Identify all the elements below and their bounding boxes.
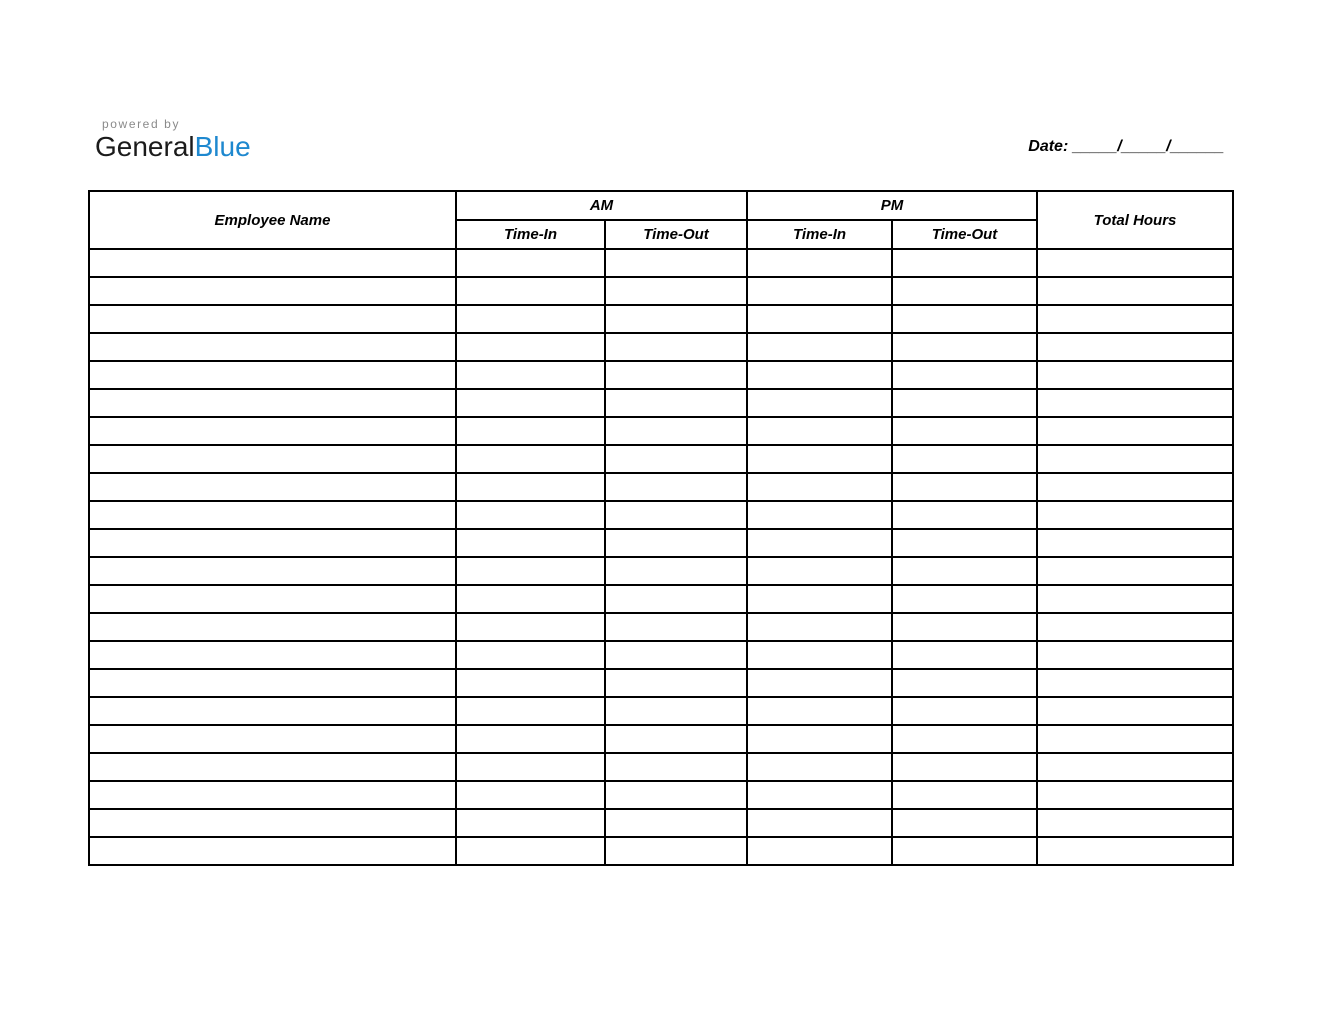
timesheet-table [88,190,1234,866]
header-total-hours: Total Hours [1037,191,1233,249]
cell-am-time-out[interactable] [605,417,747,445]
cell-employee-name[interactable] [89,333,456,361]
cell-am-time-out[interactable] [605,249,747,277]
cell-total-hours[interactable] [1037,305,1233,333]
table-row [89,389,1233,417]
cell-employee-name[interactable] [89,781,456,809]
table-row [89,417,1233,445]
header-am-time-in: Time-In [456,220,605,249]
cell-total-hours[interactable] [1037,529,1233,557]
cell-pm-time-out[interactable] [892,697,1037,725]
cell-pm-time-out[interactable] [892,613,1037,641]
cell-pm-time-in[interactable] [747,753,892,781]
cell-pm-time-in[interactable] [747,249,892,277]
cell-pm-time-in[interactable] [747,473,892,501]
header-pm-time-out: Time-Out [892,220,1037,249]
cell-am-time-out[interactable] [605,501,747,529]
cell-total-hours[interactable] [1037,417,1233,445]
date-blanks[interactable]: _____/_____/______ [1072,138,1224,155]
header-am-time-out: Time-Out [605,220,747,249]
brand-name [95,132,251,162]
timesheet-header [89,191,1233,249]
table-row [89,557,1233,585]
cell-pm-time-in[interactable] [747,585,892,613]
table-row [89,669,1233,697]
cell-am-time-in[interactable] [456,389,605,417]
cell-total-hours[interactable] [1037,837,1233,865]
cell-am-time-out[interactable] [605,753,747,781]
cell-pm-time-in[interactable] [747,613,892,641]
cell-pm-time-out[interactable] [892,417,1037,445]
cell-am-time-out[interactable] [605,669,747,697]
table-row [89,585,1233,613]
cell-employee-name[interactable] [89,305,456,333]
cell-pm-time-out[interactable] [892,837,1037,865]
cell-employee-name[interactable] [89,753,456,781]
cell-employee-name[interactable] [89,417,456,445]
cell-am-time-in[interactable] [456,361,605,389]
cell-employee-name[interactable] [89,473,456,501]
cell-employee-name[interactable] [89,809,456,837]
cell-total-hours[interactable] [1037,669,1233,697]
cell-am-time-out[interactable] [605,529,747,557]
table-row [89,249,1233,277]
cell-total-hours[interactable] [1037,249,1233,277]
table-row [89,725,1233,753]
table-row [89,529,1233,557]
cell-total-hours[interactable] [1037,809,1233,837]
cell-employee-name[interactable] [89,837,456,865]
cell-am-time-out[interactable] [605,697,747,725]
table-row [89,641,1233,669]
cell-am-time-out[interactable] [605,473,747,501]
header-am: AM [456,191,747,220]
cell-am-time-out[interactable] [605,725,747,753]
cell-pm-time-in[interactable] [747,389,892,417]
cell-total-hours[interactable] [1037,277,1233,305]
cell-pm-time-out[interactable] [892,389,1037,417]
cell-am-time-in[interactable] [456,277,605,305]
cell-pm-time-out[interactable] [892,473,1037,501]
cell-total-hours[interactable] [1037,697,1233,725]
cell-pm-time-out[interactable] [892,809,1037,837]
cell-employee-name[interactable] [89,277,456,305]
table-row [89,501,1233,529]
table-row [89,277,1233,305]
cell-employee-name[interactable] [89,389,456,417]
cell-total-hours[interactable] [1037,445,1233,473]
cell-pm-time-in[interactable] [747,333,892,361]
cell-am-time-out[interactable] [605,445,747,473]
cell-employee-name[interactable] [89,529,456,557]
cell-pm-time-in[interactable] [747,557,892,585]
table-row [89,781,1233,809]
cell-pm-time-out[interactable] [892,501,1037,529]
cell-total-hours[interactable] [1037,585,1233,613]
powered-by-text: powered by [102,117,181,131]
cell-employee-name[interactable] [89,361,456,389]
date-field [1028,138,1224,156]
cell-am-time-out[interactable] [605,837,747,865]
header-pm-time-in: Time-In [747,220,892,249]
cell-pm-time-in[interactable] [747,305,892,333]
timesheet-body [89,249,1233,865]
cell-total-hours[interactable] [1037,361,1233,389]
cell-total-hours[interactable] [1037,641,1233,669]
table-row [89,613,1233,641]
cell-total-hours[interactable] [1037,753,1233,781]
cell-total-hours[interactable] [1037,725,1233,753]
cell-am-time-out[interactable] [605,585,747,613]
table-row [89,837,1233,865]
cell-am-time-in[interactable] [456,781,605,809]
cell-am-time-in[interactable] [456,697,605,725]
cell-pm-time-in[interactable] [747,501,892,529]
cell-am-time-in[interactable] [456,837,605,865]
cell-pm-time-in[interactable] [747,781,892,809]
cell-employee-name[interactable] [89,725,456,753]
table-row [89,333,1233,361]
brand-name-general: General [95,131,195,162]
brand-logo [95,117,251,162]
header-employee-name: Employee Name [89,191,456,249]
cell-pm-time-in[interactable] [747,417,892,445]
cell-pm-time-in[interactable] [747,361,892,389]
cell-am-time-in[interactable] [456,445,605,473]
cell-employee-name[interactable] [89,557,456,585]
cell-employee-name[interactable] [89,697,456,725]
cell-pm-time-out[interactable] [892,333,1037,361]
cell-am-time-out[interactable] [605,389,747,417]
cell-pm-time-out[interactable] [892,781,1037,809]
cell-employee-name[interactable] [89,613,456,641]
cell-am-time-in[interactable] [456,501,605,529]
table-row [89,753,1233,781]
date-label: Date: [1028,138,1069,155]
cell-am-time-out[interactable] [605,613,747,641]
table-row [89,445,1233,473]
cell-pm-time-in[interactable] [747,697,892,725]
cell-pm-time-out[interactable] [892,557,1037,585]
cell-am-time-in[interactable] [456,585,605,613]
cell-pm-time-in[interactable] [747,837,892,865]
cell-am-time-out[interactable] [605,305,747,333]
table-row [89,809,1233,837]
header-pm: PM [747,191,1037,220]
cell-pm-time-in[interactable] [747,529,892,557]
cell-total-hours[interactable] [1037,557,1233,585]
cell-total-hours[interactable] [1037,333,1233,361]
cell-am-time-in[interactable] [456,529,605,557]
cell-employee-name[interactable] [89,641,456,669]
cell-pm-time-out[interactable] [892,585,1037,613]
cell-am-time-out[interactable] [605,333,747,361]
cell-am-time-out[interactable] [605,557,747,585]
cell-am-time-in[interactable] [456,725,605,753]
cell-am-time-in[interactable] [456,473,605,501]
cell-pm-time-in[interactable] [747,809,892,837]
cell-am-time-in[interactable] [456,333,605,361]
cell-pm-time-out[interactable] [892,249,1037,277]
cell-pm-time-out[interactable] [892,305,1037,333]
cell-employee-name[interactable] [89,669,456,697]
cell-pm-time-out[interactable] [892,361,1037,389]
cell-employee-name[interactable] [89,249,456,277]
cell-total-hours[interactable] [1037,473,1233,501]
cell-employee-name[interactable] [89,445,456,473]
cell-pm-time-out[interactable] [892,277,1037,305]
cell-total-hours[interactable] [1037,501,1233,529]
cell-pm-time-in[interactable] [747,641,892,669]
cell-am-time-in[interactable] [456,249,605,277]
cell-pm-time-out[interactable] [892,529,1037,557]
cell-pm-time-out[interactable] [892,445,1037,473]
cell-am-time-in[interactable] [456,613,605,641]
cell-am-time-in[interactable] [456,557,605,585]
cell-employee-name[interactable] [89,501,456,529]
cell-total-hours[interactable] [1037,613,1233,641]
table-row [89,697,1233,725]
cell-total-hours[interactable] [1037,781,1233,809]
cell-pm-time-out[interactable] [892,753,1037,781]
brand-name-blue: Blue [194,131,251,162]
cell-am-time-in[interactable] [456,669,605,697]
cell-pm-time-in[interactable] [747,277,892,305]
cell-am-time-out[interactable] [605,809,747,837]
cell-total-hours[interactable] [1037,389,1233,417]
cell-am-time-out[interactable] [605,641,747,669]
cell-employee-name[interactable] [89,585,456,613]
cell-am-time-in[interactable] [456,753,605,781]
cell-am-time-in[interactable] [456,417,605,445]
cell-pm-time-out[interactable] [892,725,1037,753]
cell-am-time-out[interactable] [605,781,747,809]
cell-am-time-in[interactable] [456,809,605,837]
cell-pm-time-in[interactable] [747,445,892,473]
cell-am-time-in[interactable] [456,641,605,669]
cell-pm-time-in[interactable] [747,669,892,697]
cell-pm-time-out[interactable] [892,669,1037,697]
cell-am-time-out[interactable] [605,361,747,389]
table-row [89,361,1233,389]
table-row [89,473,1233,501]
cell-pm-time-in[interactable] [747,725,892,753]
cell-am-time-in[interactable] [456,305,605,333]
cell-pm-time-out[interactable] [892,641,1037,669]
cell-am-time-out[interactable] [605,277,747,305]
table-row [89,305,1233,333]
